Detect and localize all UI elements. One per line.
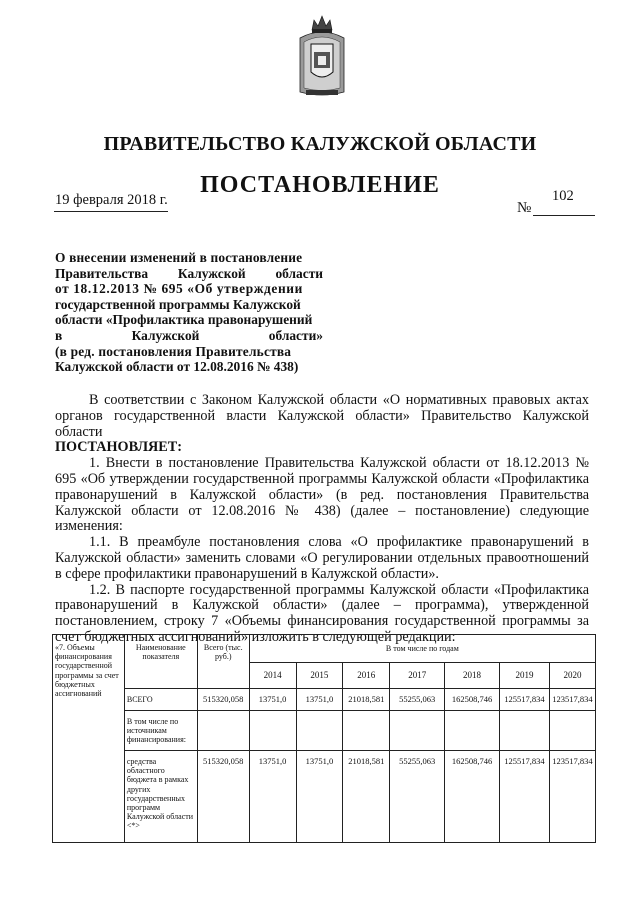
- value-cell: 13751,0: [249, 751, 296, 843]
- empty-cell: [343, 711, 390, 751]
- document-number-label: №: [517, 200, 532, 216]
- total-cell: 515320,058: [197, 689, 249, 711]
- government-title: ПРАВИТЕЛЬСТВО КАЛУЖСКОЙ ОБЛАСТИ: [103, 133, 537, 155]
- empty-cell: [197, 711, 249, 751]
- subject-line: Правительства Калужской области: [55, 265, 323, 281]
- table-row: [53, 711, 596, 751]
- value-cell: 162508,746: [445, 689, 500, 711]
- table-header-row: [53, 635, 596, 663]
- subject-line: государственной программы Калужской: [55, 296, 301, 312]
- empty-cell: [390, 711, 445, 751]
- subject-line: в Калужской области»: [55, 327, 323, 343]
- indicator-cell: В том числе по источникам финансирования:: [124, 711, 197, 751]
- value-cell: 125517,834: [500, 689, 550, 711]
- document-date: 19 февраля 2018 г.: [55, 192, 168, 208]
- subject-line: Калужской области от 12.08.2016 № 438): [55, 359, 299, 375]
- value-cell: 13751,0: [249, 689, 296, 711]
- subject-line: О внесении изменений в постановление: [55, 250, 303, 265]
- year-header: 2020: [549, 663, 595, 689]
- empty-cell: [296, 711, 343, 751]
- value-cell: 13751,0: [296, 689, 343, 711]
- value-cell: 125517,834: [500, 751, 550, 843]
- number-underline: [533, 215, 595, 216]
- value-cell: 55255,063: [390, 751, 445, 843]
- subject-line: (в ред. постановления Правительства: [55, 343, 292, 359]
- coat-of-arms-icon: [296, 12, 348, 98]
- paragraph-1: 1. Внести в постановление Правительства Калужской области от 18.12.2013 № 695 «Об утверждении государственной программы Калужской области «Профилактика правонарушений в Калужской области» (в ред. постановления Правительства Калужской области от 12.08.2016 № 438) (далее – постановление) следующие изменения:: [55, 455, 589, 535]
- intro-paragraph: В соответствии с Законом Калужской области «О нормативных правовых актах органов государственной власти Калужской области» Правительство Калужской области: [55, 392, 589, 440]
- document-subject: [55, 250, 323, 375]
- value-cell: 162508,746: [445, 751, 500, 843]
- financing-table: [52, 634, 596, 843]
- decree-word: ПОСТАНОВЛЯЕТ:: [55, 439, 182, 456]
- empty-cell: [549, 711, 595, 751]
- year-header: 2014: [249, 663, 296, 689]
- value-cell: 21018,581: [343, 751, 390, 843]
- document-number: 102: [552, 188, 574, 204]
- year-header: 2017: [390, 663, 445, 689]
- document-body: [55, 393, 589, 646]
- indicator-cell: средства областного бюджета в рамках других государственных программ Калужской области <*>: [124, 751, 197, 843]
- total-cell: 515320,058: [197, 751, 249, 843]
- indicator-header: Наименование показателя: [124, 635, 197, 689]
- year-header: 2016: [343, 663, 390, 689]
- paragraph-1-1: 1.1. В преамбуле постановления слова «О профилактике правонарушений в Калужской области» заменить словами «О регулировании отдельных правоотношений в сфере профилактики правонарушений в Калужской области».: [55, 534, 589, 582]
- years-group-header: В том числе по годам: [249, 635, 595, 663]
- empty-cell: [445, 711, 500, 751]
- subject-line: области «Профилактика правонарушений: [55, 312, 313, 328]
- year-header: 2015: [296, 663, 343, 689]
- table-row: [53, 751, 596, 843]
- value-cell: 55255,063: [390, 689, 445, 711]
- empty-cell: [500, 711, 550, 751]
- total-header: Всего (тыс. руб.): [197, 635, 249, 689]
- value-cell: 21018,581: [343, 689, 390, 711]
- date-underline: [54, 211, 168, 212]
- empty-cell: [249, 711, 296, 751]
- subject-line: от 18.12.2013 № 695 «Об утверждении: [55, 281, 303, 297]
- row-label-cell: «7. Объемы финансирования государственной программы за счет бюджетных ассигнований: [53, 635, 125, 843]
- paragraph-1-2: 1.2. В паспорте государственной программы Калужской области «Профилактика правонарушений в Калужской области» (далее – программа), утвержденной постановлением, строку 7 «Объемы финансирования государственной программы за счет бюджетных ассигнований» изложить в следующей редакции:: [55, 581, 589, 645]
- year-header: 2018: [445, 663, 500, 689]
- value-cell: 13751,0: [296, 751, 343, 843]
- value-cell: 123517,834: [549, 751, 595, 843]
- table-row: [53, 689, 596, 711]
- indicator-cell: ВСЕГО: [124, 689, 197, 711]
- value-cell: 123517,834: [549, 689, 595, 711]
- document-type-title: ПОСТАНОВЛЕНИЕ: [200, 172, 440, 198]
- year-header: 2019: [500, 663, 550, 689]
